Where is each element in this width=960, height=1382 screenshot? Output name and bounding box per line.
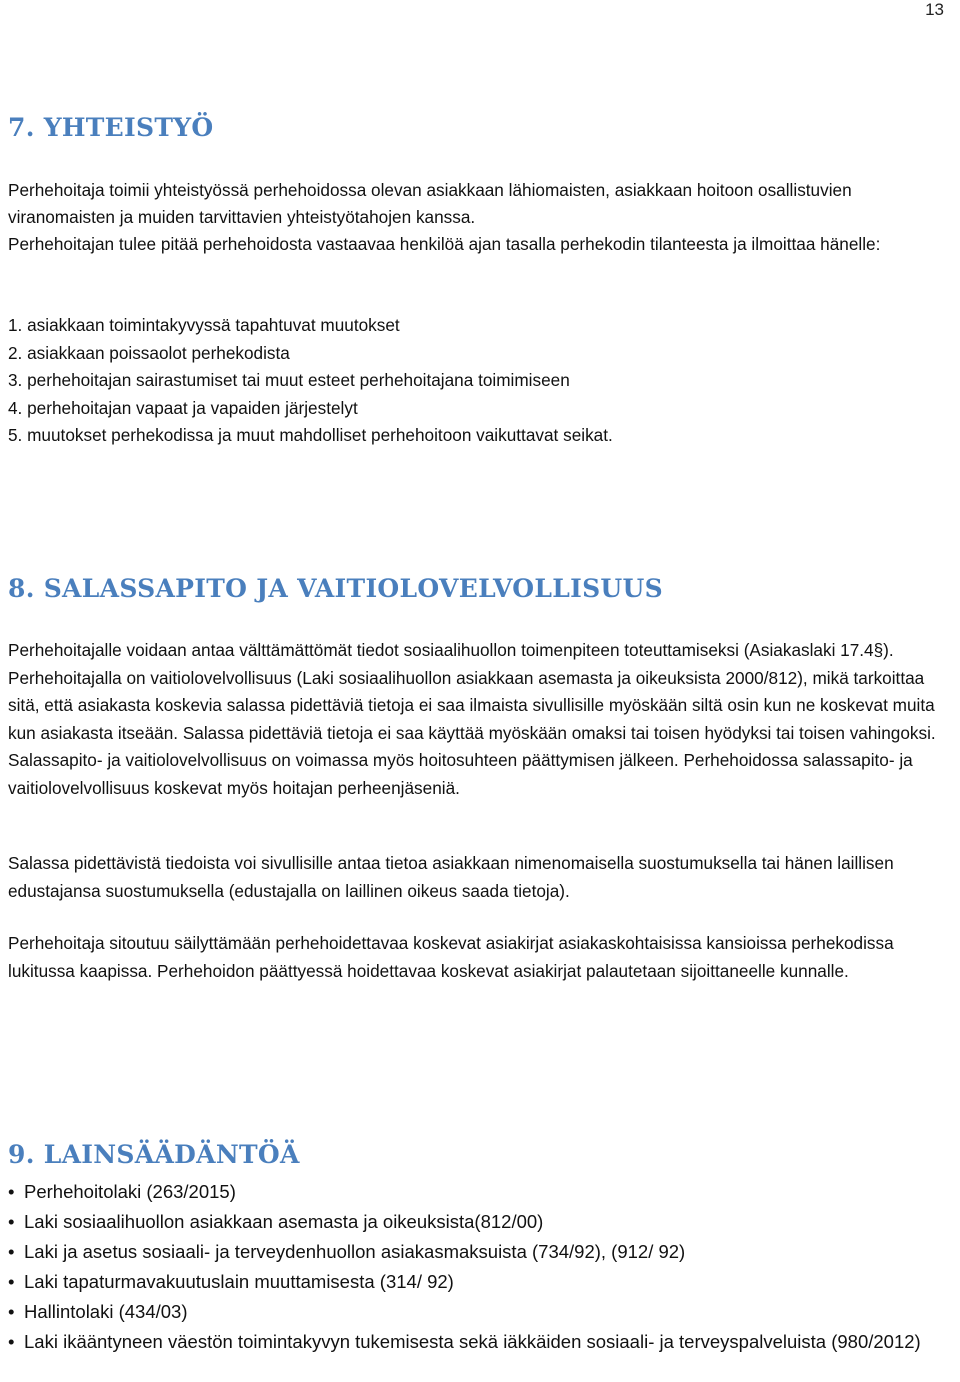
section-8-paragraph-1: Perhehoitajalle voidaan antaa välttämättömät tiedot sosiaalihuollon toimenpiteen toteuttamiseksi (Asiakaslaki 17.4§). Perhehoitajalla on vaitiolovelvollisuus (Laki sosiaalihuollon asiakkaan asemasta ja oikeuksista 2000/812), mikä tarkoittaa sitä, että asiakasta koskevia salassa pidettäviä tietoja ei saa ilmaista sivullisille myöskään siltä osin kun ne koskevat muita kun asiakasta itseään. Salassa pidettäviä tietoja ei saa käyttää myöskään omaksi tai toisen hyödyksi tai toisen vahingoksi. Salassapito- ja vaitiolovelvollisuus on voimassa myös hoitosuhteen päättymisen jälkeen. Perhehoidossa salassapito- ja vaitiolovelvollisuus koskevat myös hoitajan perheenjäseniä. — [8, 640, 936, 798]
bullet-icon: • — [8, 1181, 15, 1202]
page-number: 13 — [925, 0, 944, 19]
bullet-icon: • — [8, 1241, 15, 1262]
list-item: 2. asiakkaan poissaolot perhekodista — [8, 342, 290, 363]
bullet-icon: • — [8, 1211, 15, 1232]
list-item: • Laki ikääntyneen väestön toimintakyvyn tukemisesta sekä iäkkäiden sosiaali- ja terveyspalveluista (980/2012) — [8, 1327, 953, 1356]
list-item: • Laki tapaturmavakuutuslain muuttamisesta (314/ 92) — [8, 1267, 953, 1297]
section-9-heading: 9. LAINSÄÄDÄNTÖÄ — [8, 1140, 300, 1169]
list-item: 3. perhehoitajan sairastumiset tai muut esteet perhehoitajana toimimiseen — [8, 370, 570, 390]
section-8-heading: 8. SALASSAPITO JA VAITIOLOVELVOLLISUUS — [8, 574, 663, 603]
list-item: 4. perhehoitajan vapaat ja vapaiden järjestelyt — [8, 397, 358, 418]
section-7-paragraph-1: Perhehoitaja toimii yhteistyössä perhehoidossa olevan asiakkaan lähiomaisten, asiakkaan hoitoon osallistuvien viranomaisten ja muiden tarvittavien yhteistyötahojen kanssa. — [8, 180, 852, 227]
section-8-paragraph-2: Salassa pidettävistä tiedoista voi sivullisille antaa tietoa asiakkaan nimenomaisella suostumuksella tai hänen laillisen edustajansa suostumuksella (edustajalla on laillinen oikeus saada tietoja). — [8, 853, 894, 901]
section-7-paragraph-2: Perhehoitajan tulee pitää perhehoidosta vastaavaa henkilöä ajan tasalla perhekodin tilanteesta ja ilmoittaa hänelle: — [8, 234, 881, 254]
list-item: • Laki sosiaalihuollon asiakkaan asemasta ja oikeuksista(812/00) — [8, 1207, 953, 1237]
section-7-heading: 7. YHTEISTYÖ — [8, 113, 214, 142]
list-item: • Laki ja asetus sosiaali- ja terveydenhuollon asiakasmaksuista (734/92), (912/ 92) — [8, 1237, 953, 1267]
bullet-icon: • — [8, 1331, 15, 1352]
section-8-paragraph-3: Perhehoitaja sitoutuu säilyttämään perhehoidettavaa koskevat asiakirjat asiakaskohtaisissa kansioissa perhekodissa lukitussa kaapissa. Perhehoidon päättyessä hoidettavaa koskevat asiakirjat palautetaan sijoittaneelle kunnalle. — [8, 933, 894, 981]
bullet-icon: • — [8, 1301, 15, 1322]
bullet-icon: • — [8, 1271, 15, 1292]
notification-list — [8, 312, 953, 450]
list-item: 1. asiakkaan toimintakyvyssä tapahtuvat muutokset — [8, 315, 400, 335]
list-item: • Hallintolaki (434/03) — [8, 1297, 953, 1327]
legislation-list — [8, 1177, 953, 1356]
list-item: • Perhehoitolaki (263/2015) — [8, 1177, 953, 1207]
list-item: 5. muutokset perhekodissa ja muut mahdolliset perhehoitoon vaikuttavat seikat. — [8, 425, 613, 445]
